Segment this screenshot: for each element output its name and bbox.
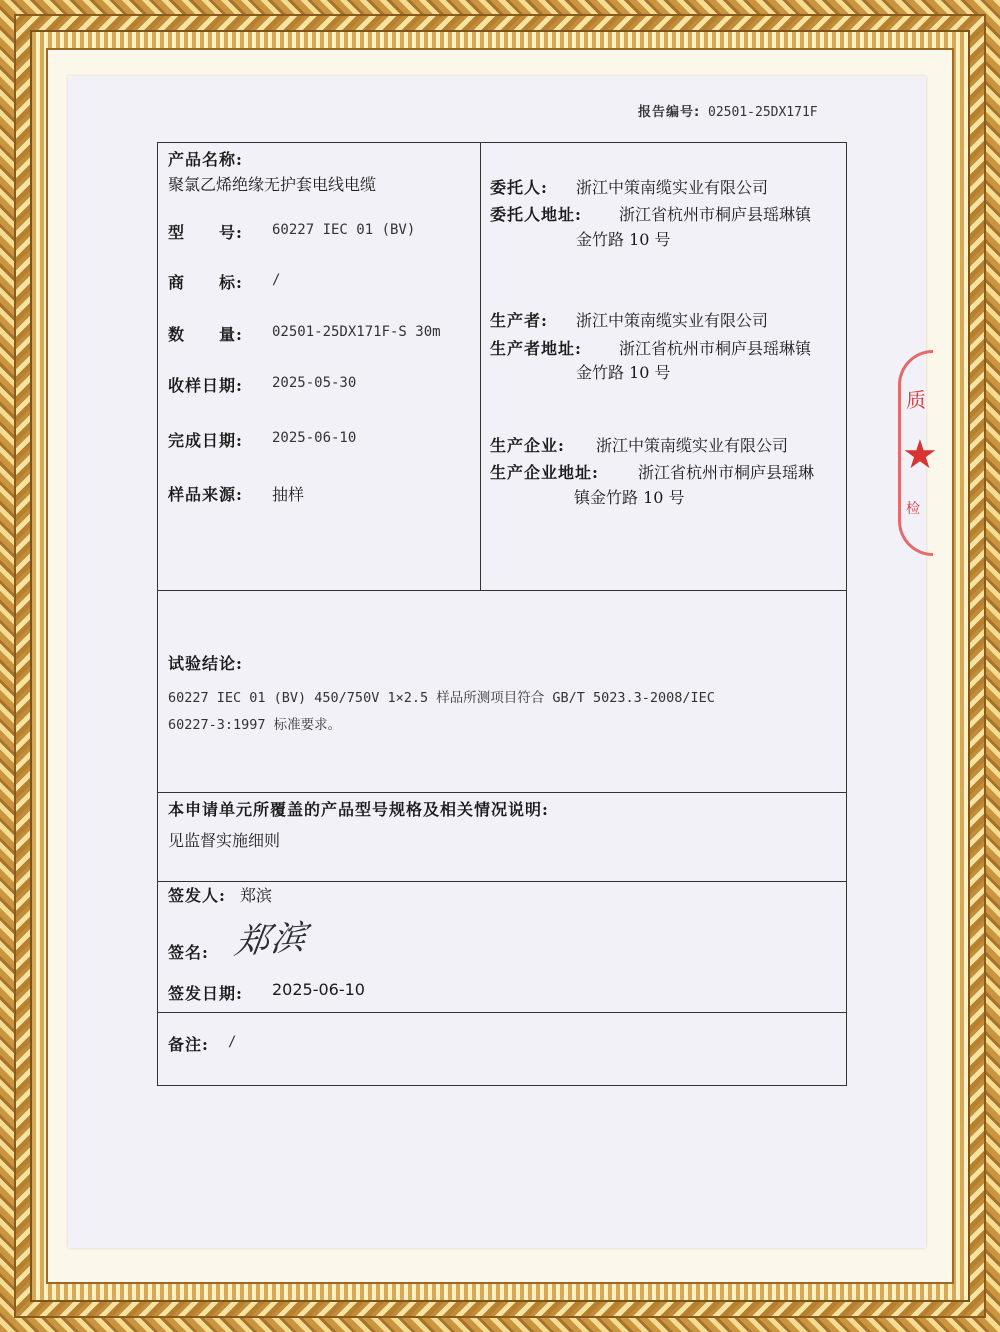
- seal-char-top: 质: [906, 388, 926, 412]
- client-label: 委托人:: [490, 178, 548, 197]
- signature-label: 签名:: [168, 943, 209, 962]
- model-value: 60227 IEC 01 (BV): [272, 222, 416, 238]
- quantity-label: 数 量:: [168, 325, 243, 344]
- client-address-line1: 浙江省杭州市桐庐县瑶琳镇: [619, 205, 812, 224]
- remarks-label: 备注:: [168, 1035, 209, 1054]
- product-name-label: 产品名称:: [168, 150, 243, 169]
- seal-char-bottom: 检: [906, 501, 920, 517]
- producer-value: 浙江中策南缆实业有限公司: [576, 311, 769, 330]
- issue-date-label: 签发日期:: [168, 984, 243, 1003]
- brand-value: /: [272, 272, 281, 288]
- remarks-value: /: [228, 1034, 237, 1050]
- product-name-value: 聚氯乙烯绝缘无护套电线电缆: [168, 175, 377, 194]
- producer-address-line2: 金竹路 10 号: [576, 363, 671, 382]
- sample-source-label: 样品来源:: [168, 485, 243, 504]
- conclusion-line1: 60227 IEC 01 (BV) 450/750V 1×2.5 样品所测项目符合 GB/T 5023.3-2008/IEC: [168, 690, 715, 706]
- completed-date-value: 2025-06-10: [272, 430, 357, 446]
- client-address-label: 委托人地址:: [490, 205, 582, 224]
- issuer-value: 郑滨: [240, 886, 273, 905]
- handwritten-signature: 郑滨: [232, 917, 311, 963]
- manufacturer-value: 浙江中策南缆实业有限公司: [596, 436, 789, 455]
- manufacturer-address-label: 生产企业地址:: [490, 463, 599, 482]
- sample-source-value: 抽样: [272, 485, 305, 504]
- conclusion-label: 试验结论:: [168, 654, 243, 673]
- producer-address-label: 生产者地址:: [490, 339, 582, 358]
- client-address-line2: 金竹路 10 号: [576, 230, 671, 249]
- manufacturer-address-line2: 镇金竹路 10 号: [574, 488, 685, 507]
- received-date-value: 2025-05-30: [272, 375, 357, 391]
- coverage-value: 见监督实施细则: [168, 831, 281, 850]
- manufacturer-address-line1: 浙江省杭州市桐庐县瑶琳: [638, 463, 815, 482]
- report-number-value: 02501-25DX171F: [708, 105, 818, 120]
- issue-date-value: 2025-06-10: [272, 980, 365, 999]
- conclusion-line2: 60227-3:1997 标准要求。: [168, 717, 342, 733]
- manufacturer-label: 生产企业:: [490, 436, 565, 455]
- issuer-label: 签发人:: [168, 886, 226, 905]
- producer-label: 生产者:: [490, 311, 548, 330]
- model-label: 型 号:: [168, 223, 243, 242]
- report-number-label: 报告编号:: [638, 105, 701, 120]
- completed-date-label: 完成日期:: [168, 431, 243, 450]
- received-date-label: 收样日期:: [168, 376, 243, 395]
- brand-label: 商 标:: [168, 273, 243, 292]
- remarks-section: [157, 1012, 847, 1086]
- report-number: [638, 101, 818, 120]
- seal-star-icon: ★: [902, 432, 938, 478]
- coverage-label: 本申请单元所覆盖的产品型号规格及相关情况说明:: [168, 800, 549, 819]
- info-table-divider: [480, 142, 481, 591]
- producer-address-line1: 浙江省杭州市桐庐县瑶琳镇: [619, 339, 812, 358]
- quantity-value: 02501-25DX171F-S 30m: [272, 324, 441, 340]
- client-value: 浙江中策南缆实业有限公司: [576, 178, 769, 197]
